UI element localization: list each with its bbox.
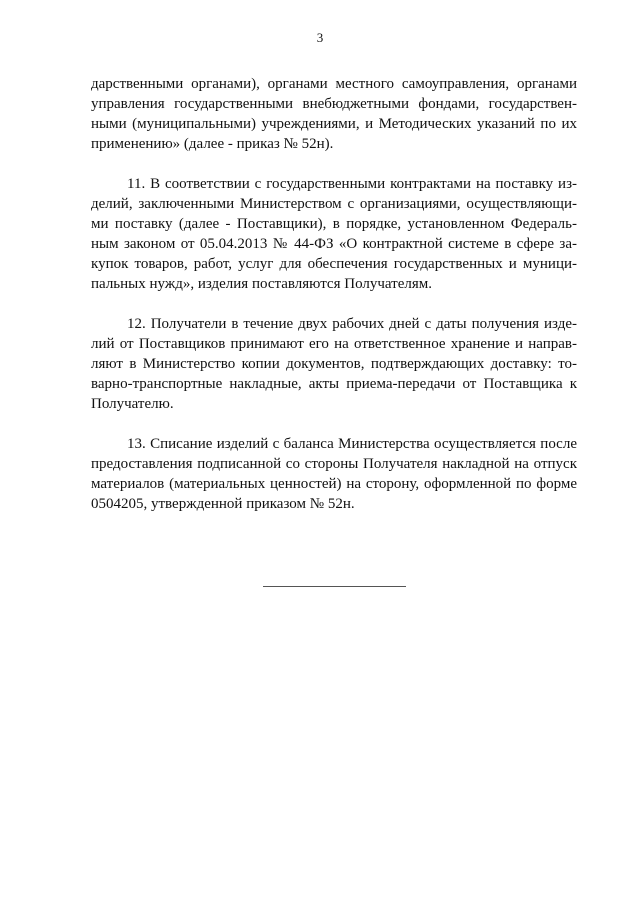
text-line: 12. Получатели в течение двух рабочих дней с даты получения изде- — [127, 316, 577, 332]
paragraph-continuation — [91, 74, 577, 154]
text-line: ми поставку (далее - Поставщики), в порядке, установленном Федераль- — [91, 216, 577, 232]
text-line: предоставления подписанной со стороны Получателя накладной на отпуск — [91, 456, 577, 472]
text-line: лий от Поставщиков принимают его на ответственное хранение и направ- — [91, 336, 577, 352]
text-line: пальных нужд», изделия поставляются Получателям. — [91, 276, 433, 292]
text-line: ляют в Министерство копии документов, подтверждающих доставку: то- — [91, 356, 577, 372]
text-line: ным законом от 05.04.2013 № 44-ФЗ «О контрактной системе в сфере за- — [91, 236, 577, 252]
text-line: варно-транспортные накладные, акты приема-передачи от Поставщика к — [91, 376, 577, 392]
paragraph-12 — [91, 314, 577, 414]
text-line: Получателю. — [91, 396, 174, 412]
text-line: управления государственными внебюджетными фондами, государствен- — [91, 96, 577, 112]
closing-separator-line — [263, 586, 406, 587]
paragraph-11 — [91, 174, 577, 294]
text-line: 13. Списание изделий с баланса Министерства осуществляется после — [127, 436, 577, 452]
text-line: купок товаров, работ, услуг для обеспечения государственных и муници- — [91, 256, 577, 272]
text-line: дарственными органами), органами местного самоуправления, органами — [91, 76, 577, 92]
text-line: делий, заключенными Министерством с организациями, осуществляющи- — [91, 196, 577, 212]
text-line: 0504205, утвержденной приказом № 52н. — [91, 496, 355, 512]
text-line: ными (муниципальными) учреждениями, и Методических указаний по их — [91, 116, 577, 132]
paragraph-13 — [91, 434, 577, 514]
document-body — [91, 74, 577, 534]
page-number: 3 — [316, 30, 324, 45]
text-line: 11. В соответствии с государственными контрактами на поставку из- — [127, 176, 577, 192]
text-line: применению» (далее - приказ № 52н). — [91, 136, 334, 152]
text-line: материалов (материальных ценностей) на сторону, оформленной по форме — [91, 476, 577, 492]
